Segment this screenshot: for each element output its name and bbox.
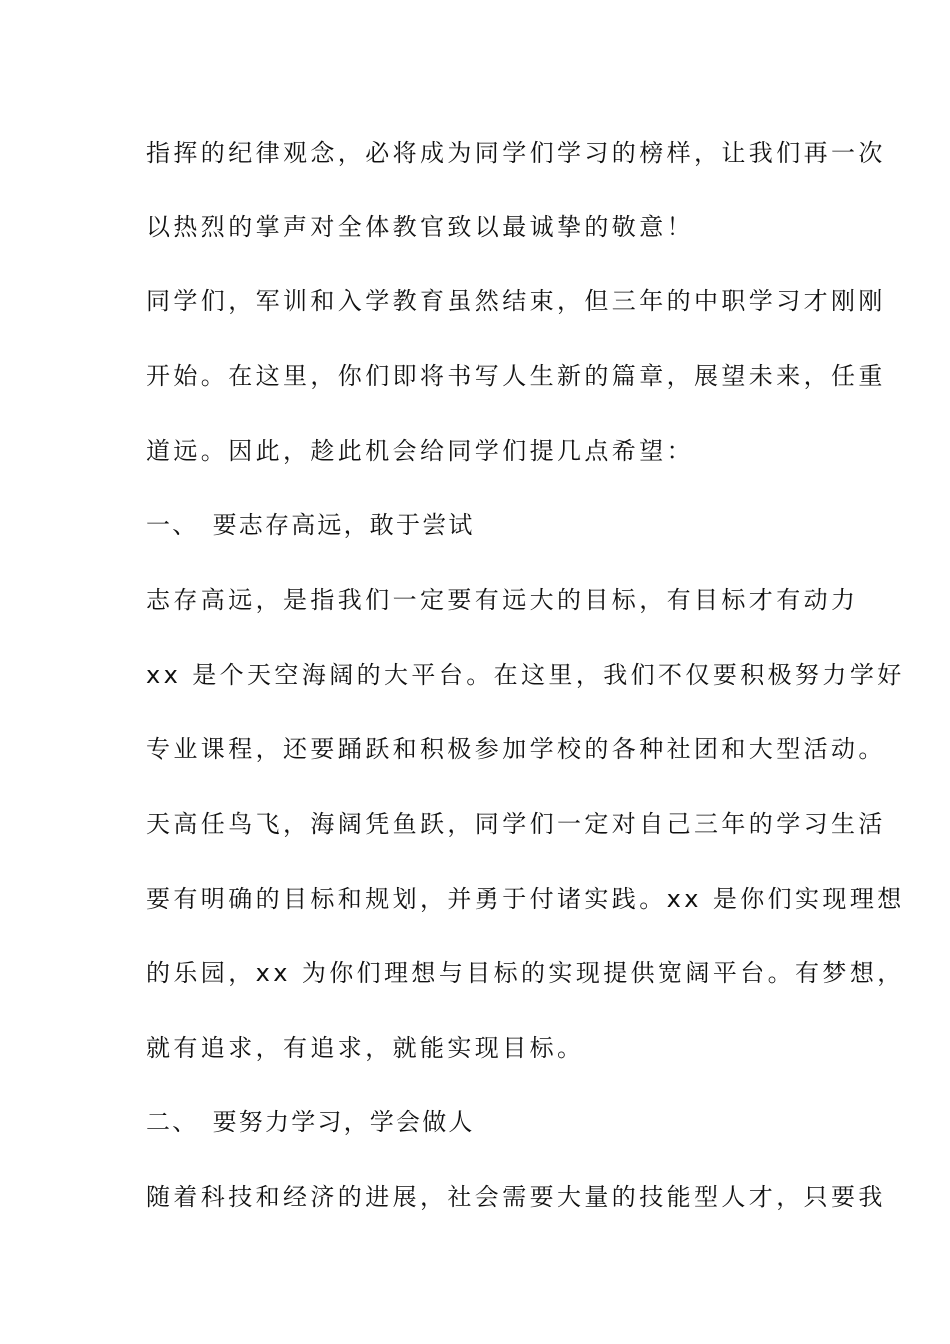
body-text-line: 专业课程，还要踊跃和积极参加学校的各种社团和大型活动。 (146, 735, 886, 763)
body-text-line: 同学们，军训和入学教育虽然结束，但三年的中职学习才刚刚 (146, 287, 886, 315)
body-text-line: 道远。因此，趁此机会给同学们提几点希望： (146, 437, 694, 465)
section-heading: 二、 要努力学习，学会做人 (146, 1108, 475, 1136)
section-heading: 一、 要志存高远，敢于尝试 (146, 511, 475, 539)
body-text-line: 要有明确的目标和规划，并勇于付诸实践。xx 是你们实现理想 (146, 885, 905, 913)
body-text-line: 开始。在这里，你们即将书写人生新的篇章，展望未来，任重 (146, 362, 886, 390)
body-text-line: 志存高远，是指我们一定要有远大的目标，有目标才有动力 (146, 586, 859, 614)
body-text-line: 以热烈的掌声对全体教官致以最诚挚的敬意！ (146, 213, 694, 241)
body-text-line: 就有追求，有追求，就能实现目标。 (146, 1034, 585, 1062)
body-text-line: 随着科技和经济的进展，社会需要大量的技能型人才，只要我 (146, 1183, 886, 1211)
body-text-line: xx 是个天空海阔的大平台。在这里，我们不仅要积极努力学好 (146, 661, 905, 689)
body-text-line: 的乐园，xx 为你们理想与目标的实现提供宽阔平台。有梦想， (146, 959, 905, 987)
body-text-line: 天高任鸟飞，海阔凭鱼跃，同学们一定对自己三年的学习生活 (146, 810, 886, 838)
body-text-line: 指挥的纪律观念，必将成为同学们学习的榜样，让我们再一次 (146, 139, 886, 167)
